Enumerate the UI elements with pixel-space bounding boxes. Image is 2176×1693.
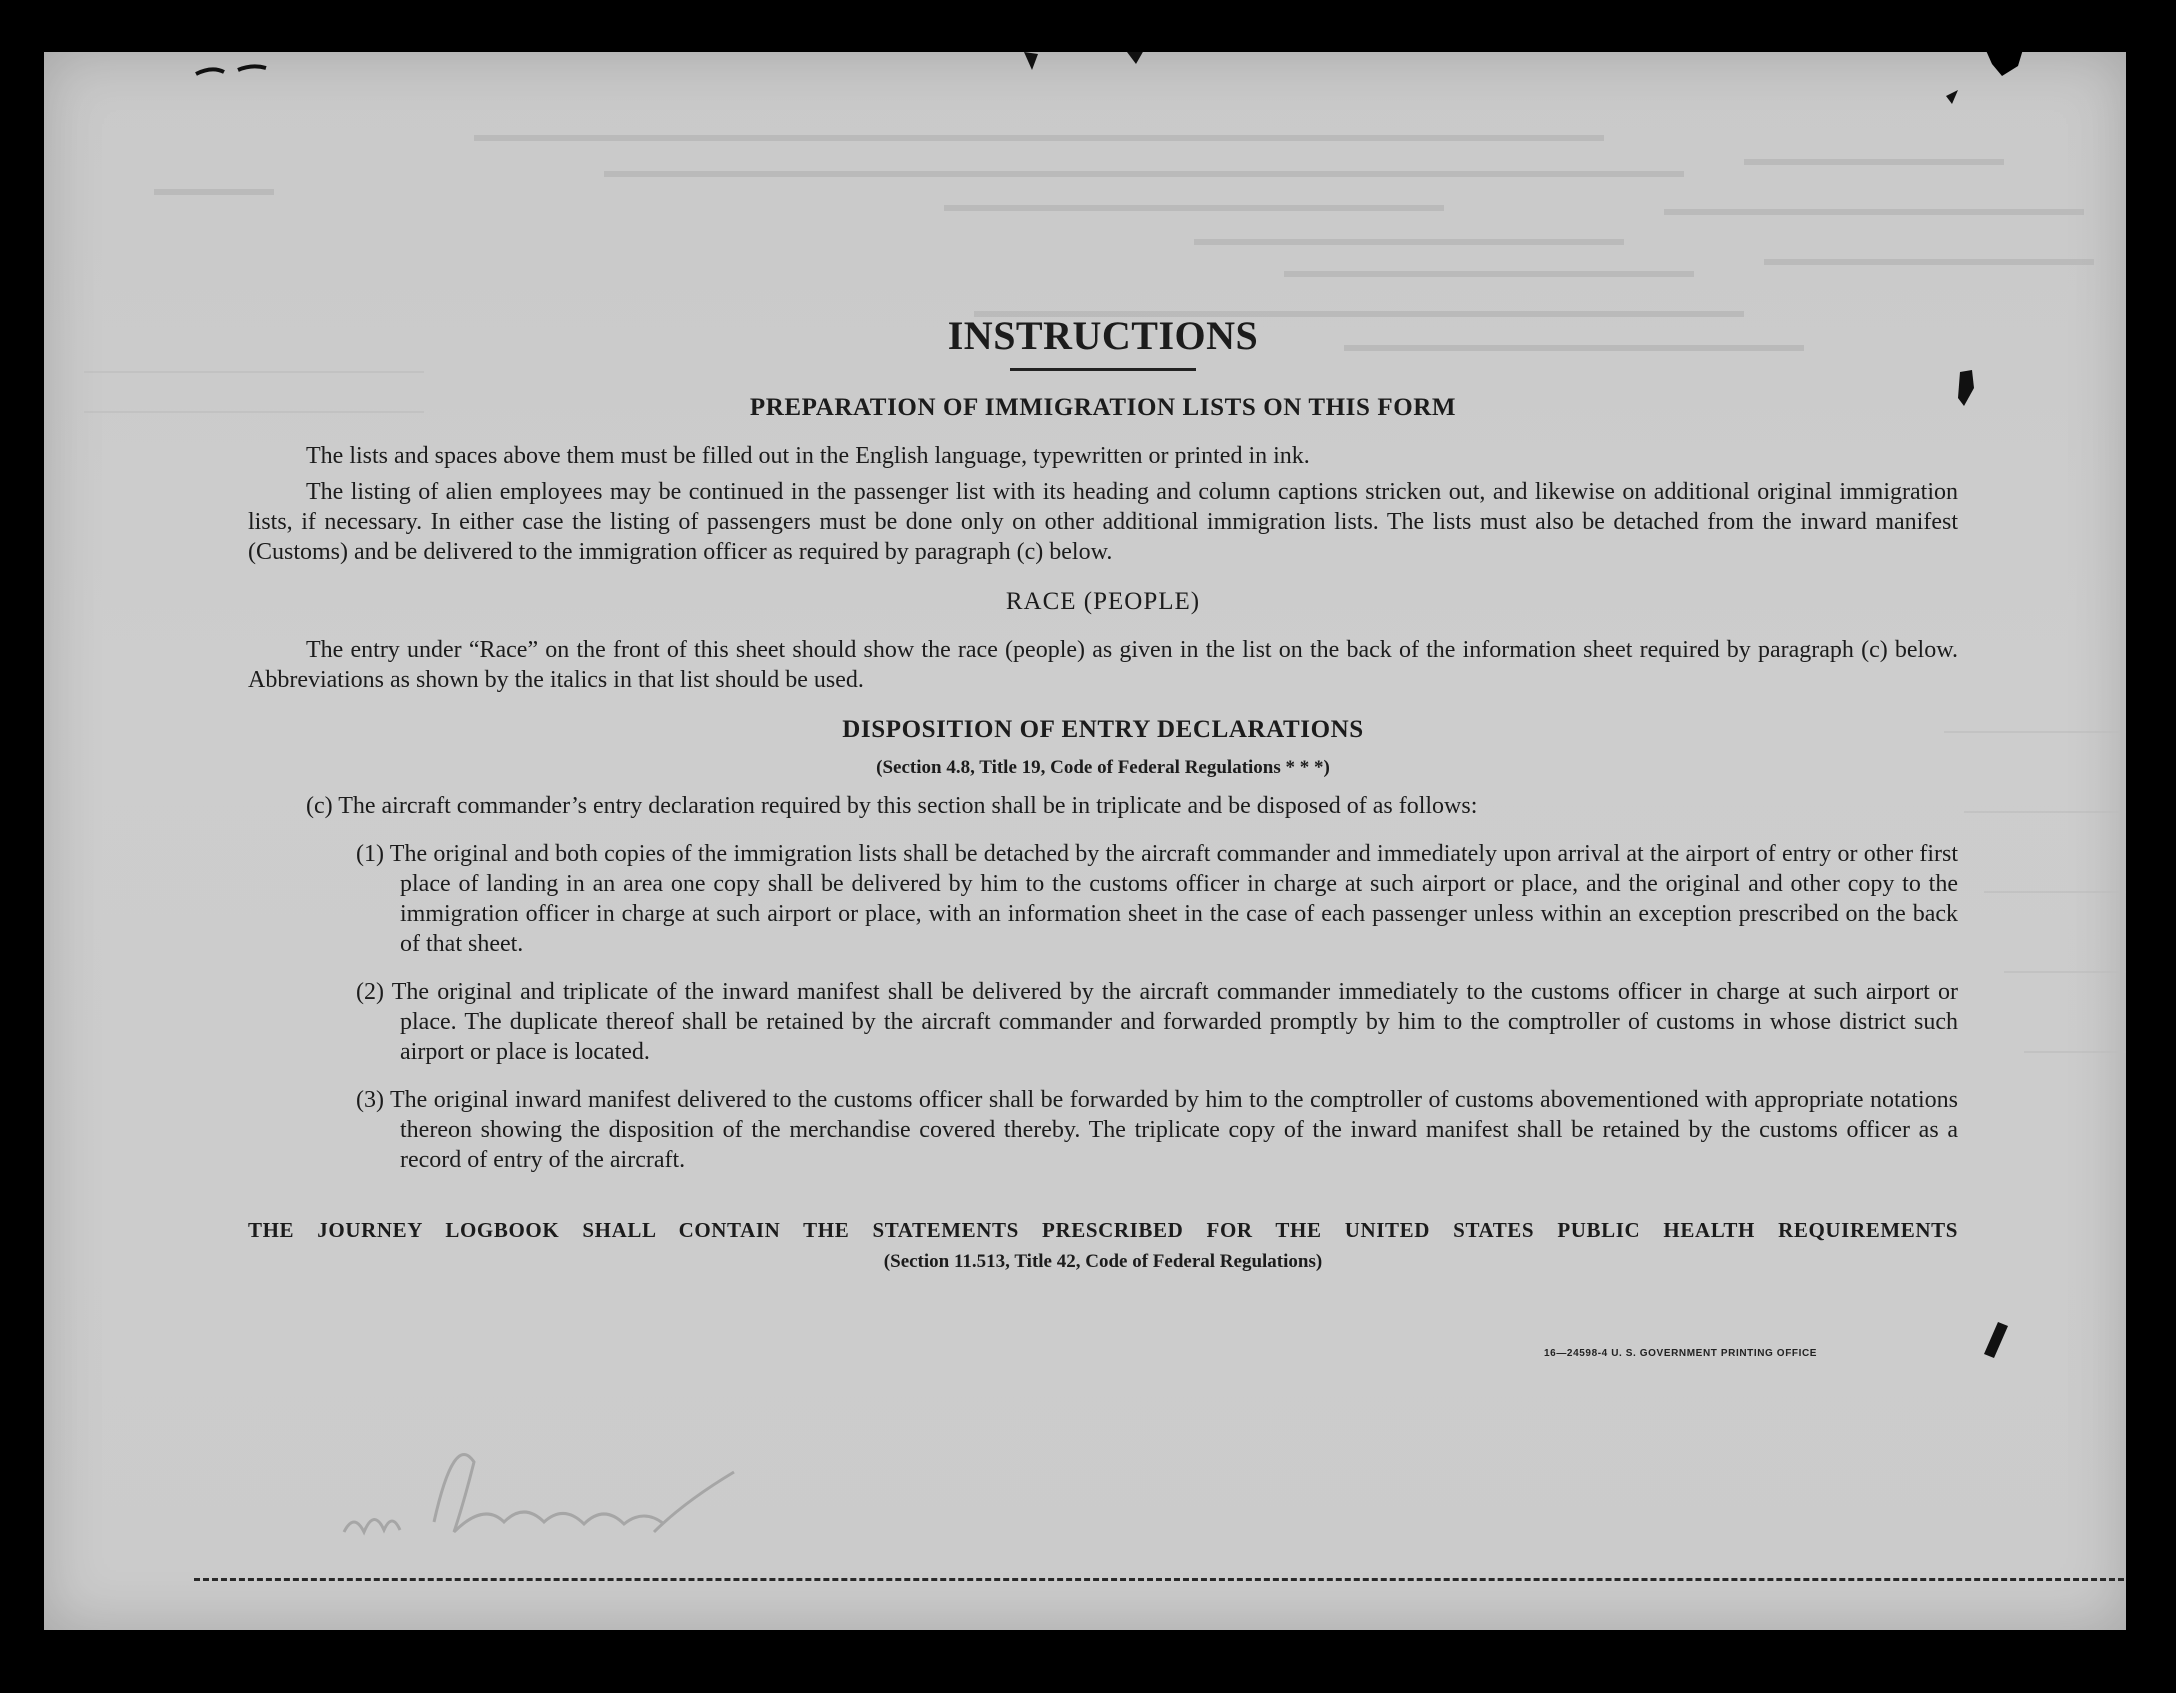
- disposition-item-1: (1) The original and both copies of the immigration lists shall be detached by the aircraft commander and immediately upon arrival at the airport of entry or other first place of landing in an area one copy shall be delivered by him to the customs officer in charge at such airport or place, and the original and other copy to the immigration officer in charge at such airport or place, with an information sheet in the case of each passenger unless within an exception prescribed on the back of that sheet.: [356, 841, 1958, 957]
- instructions-document: [248, 252, 1958, 1277]
- faint-signature-image: [324, 1412, 764, 1572]
- title-underline: [1010, 368, 1196, 371]
- paper-sheet: [44, 52, 2126, 1630]
- page-title: INSTRUCTIONS: [947, 313, 1259, 358]
- torn-corner-mark: [1944, 52, 2024, 106]
- perforation-line: [194, 1578, 2124, 1581]
- preparation-heading: PREPARATION OF IMMIGRATION LISTS ON THIS FORM: [749, 394, 1457, 421]
- race-paragraph: The entry under “Race” on the front of this sheet should show the race (people) as given in the list on the back of the information sheet required by paragraph (c) below. Abbreviations as shown by the italics in that list should be used.: [248, 637, 1958, 693]
- scratch-mark-top-left: [194, 62, 274, 82]
- disposition-citation: (Section 4.8, Title 19, Code of Federal Regulations * * *): [876, 757, 1330, 778]
- disposition-intro: (c) The aircraft commander’s entry declaration required by this section shall be in triplicate and be disposed of as follows:: [306, 793, 1478, 819]
- ink-mark-top: [1004, 52, 1164, 78]
- disposition-heading: DISPOSITION OF ENTRY DECLARATIONS: [842, 716, 1364, 743]
- preparation-paragraph-1: The lists and spaces above them must be filled out in the English language, typewritten or printed in ink.: [306, 443, 1310, 469]
- race-heading: RACE (PEOPLE): [1005, 588, 1201, 615]
- printer-mark: 16—24598-4 U. S. GOVERNMENT PRINTING OFFICE: [1544, 1348, 1818, 1359]
- health-requirements-citation: (Section 11.513, Title 42, Code of Federal Regulations): [883, 1251, 1323, 1272]
- disposition-item-2: (2) The original and triplicate of the inward manifest shall be delivered by the aircraft commander immediately to the customs officer in charge at such airport or place. The duplicate thereof shall be retained by the aircraft commander and forwarded promptly by him to the comptroller of customs in whose district such airport or place is located.: [356, 979, 1958, 1065]
- preparation-paragraph-2: The listing of alien employees may be continued in the passenger list with its heading and column captions stricken out, and likewise on additional original immigration lists, if necessary. In either case the listing of passengers must be done only on other additional immigration lists. The lists must also be detached from the inward manifest (Customs) and be delivered to the immigration officer as required by paragraph (c) below.: [248, 479, 1958, 565]
- disposition-item-3: (3) The original inward manifest delivered to the customs officer shall be forwarded by him to the comptroller of customs abovementioned with appropriate notations thereon showing the disposition of the merchandise covered thereby. The triplicate copy of the inward manifest shall be retained by the customs officer as a record of entry of the aircraft.: [356, 1087, 1958, 1173]
- health-requirements-statement: THE JOURNEY LOGBOOK SHALL CONTAIN THE STATEMENTS PRESCRIBED FOR THE UNITED STATES PUBLIC HEALTH REQUIREMENTS: [248, 1218, 1958, 1242]
- ink-blot-lower-right: [1980, 1320, 2010, 1360]
